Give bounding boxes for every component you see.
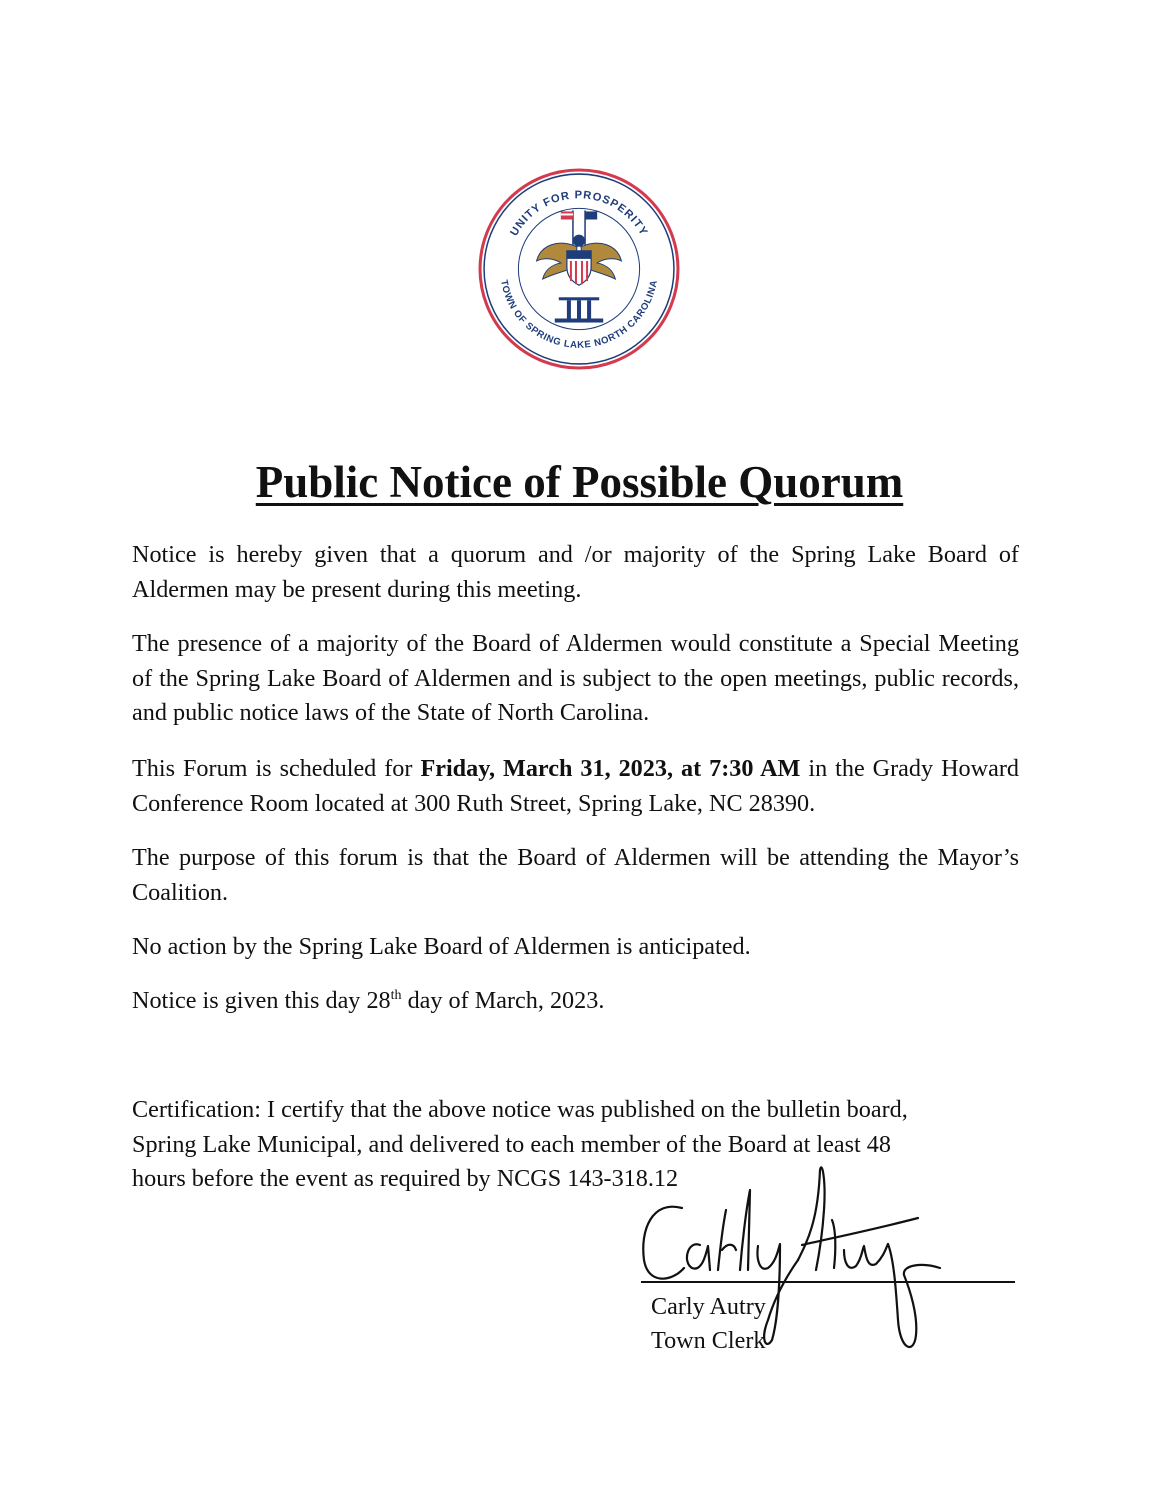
meeting-datetime: Friday, March 31, 2023, at 7:30 AM	[420, 755, 801, 782]
notice-paragraph-2: The presence of a majority of the Board of Aldermen would constitute a Special Meeting of the Spring Lake Board of Aldermen and is subject to the open meetings, public records, and public notice laws of the State of North Carolina.	[132, 630, 1019, 726]
notice-paragraph-4: The purpose of this forum is that the Board of Aldermen will be attending the Mayor’s Coalition.	[132, 844, 1019, 906]
seal-top-text: UNITY FOR PROSPERITY	[508, 189, 650, 239]
seal-ring-text: TOWN OF SPRING LAKE NORTH CAROLINA	[498, 278, 660, 351]
signer-name: Carly Autry	[651, 1293, 766, 1320]
notice-paragraph-3	[132, 752, 1019, 821]
signature-line	[641, 1281, 1015, 1283]
certification-line-1: Certification: I certify that the above notice was published on the bulletin board,	[132, 1096, 908, 1123]
notice-paragraph-6	[132, 984, 1019, 1019]
page-title: Public Notice of Possible Quorum	[255, 457, 904, 507]
notice-paragraph-1: Notice is hereby given that a quorum and /or majority of the Spring Lake Board of Aldermen may be present during this meeting.	[132, 541, 1019, 603]
certification-line-2: Spring Lake Municipal, and delivered to each member of the Board at least 48	[132, 1130, 891, 1158]
certification-line-3: hours before the event as required by NCGS 143-318.12	[132, 1165, 679, 1192]
schedule-prefix: This Forum is scheduled for	[132, 755, 421, 782]
notice-date-prefix: Notice is given this day 28	[132, 987, 391, 1014]
notice-date-ordinal: th	[390, 988, 402, 1003]
town-seal-logo	[478, 168, 680, 370]
notice-date-suffix: day of March, 2023.	[401, 987, 605, 1014]
notice-paragraph-5: No action by the Spring Lake Board of Aldermen is anticipated.	[132, 933, 751, 960]
signer-title: Town Clerk	[651, 1327, 766, 1354]
schedule-suffix: in the Grady Howard Conference Room located at 300 Ruth Street, Spring Lake, NC 28390.	[132, 755, 1019, 817]
